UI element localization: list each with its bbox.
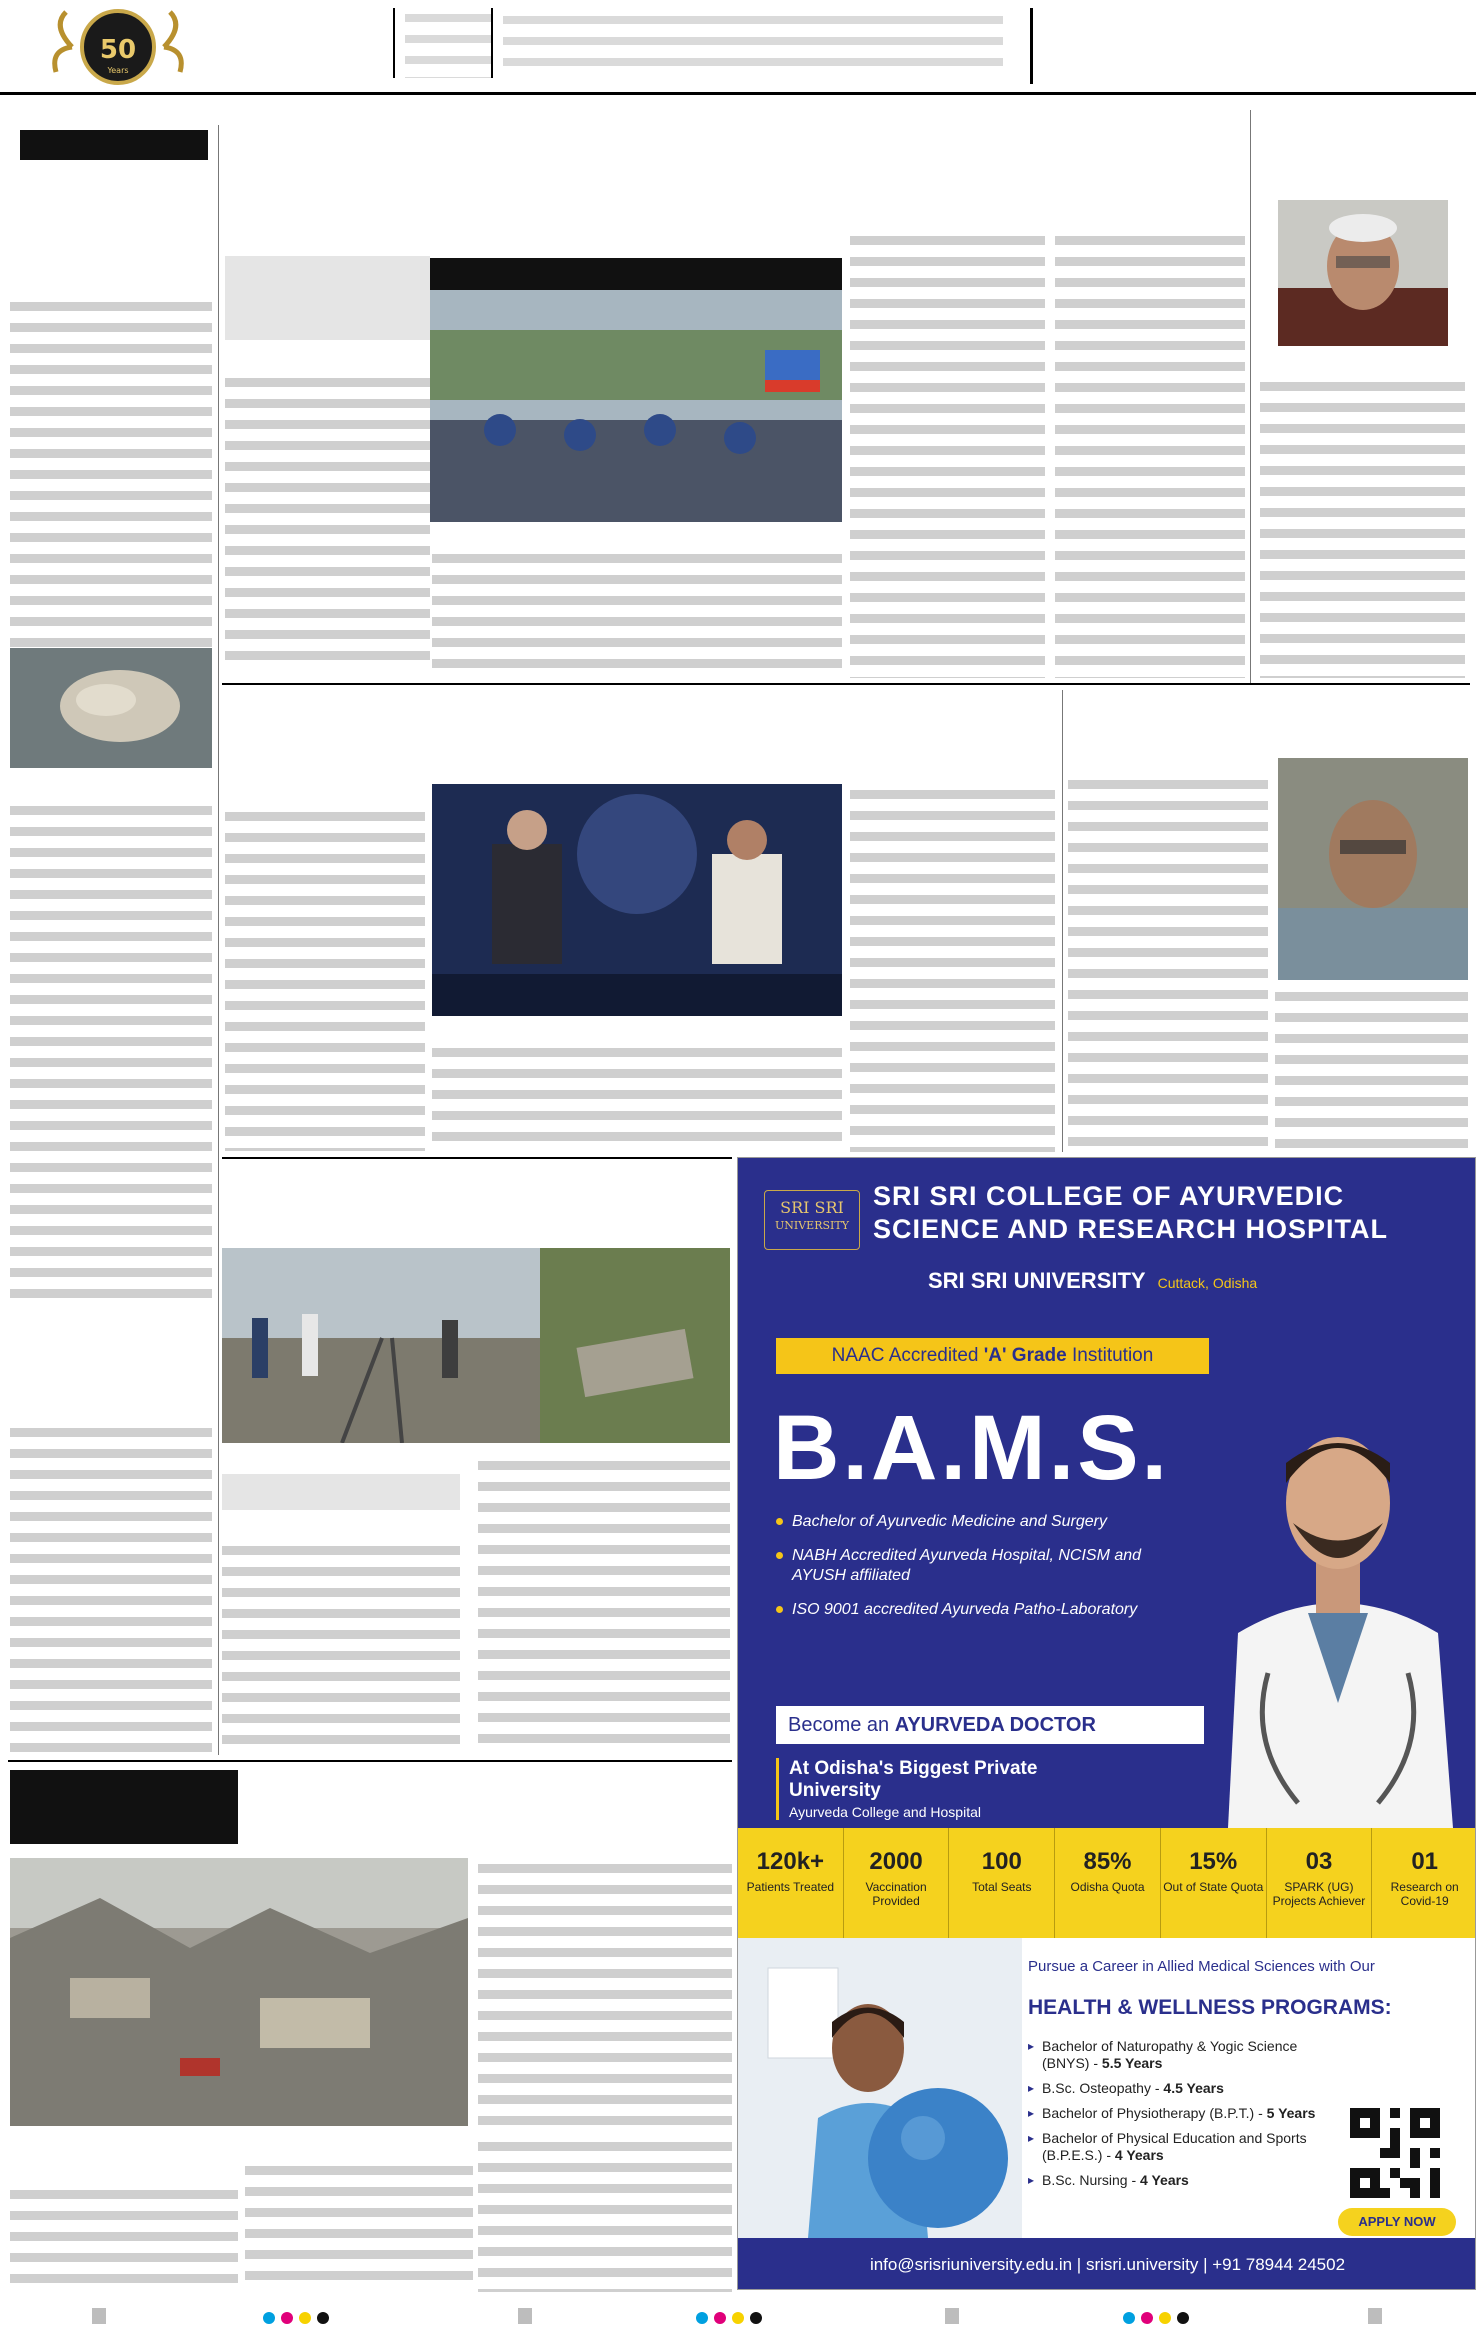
register-block <box>1368 2308 1382 2324</box>
column-divider <box>218 125 219 1755</box>
ad-feature-list <box>776 1512 1186 1634</box>
rahul-caption <box>434 1020 842 1038</box>
rahul-photo <box>432 784 842 1016</box>
svg-text:50: 50 <box>99 35 137 65</box>
column-divider <box>1062 690 1063 1152</box>
ad-feature-item: Bachelor of Ayurvedic Medicine and Surgery <box>776 1512 1186 1532</box>
train-photo-2 <box>540 1248 730 1443</box>
brief-headline <box>12 168 212 260</box>
train-headline <box>222 1164 732 1236</box>
manipur-dateline <box>225 350 430 368</box>
gaza-kicker <box>10 1770 238 1844</box>
register-block <box>92 2308 106 2324</box>
train-dateline <box>222 1518 460 1536</box>
manipur-photo <box>430 290 842 522</box>
physio-model-photo <box>738 1938 1022 2238</box>
register-block <box>945 2308 959 2324</box>
qr-code-icon <box>1350 2108 1440 2198</box>
australia-dateline <box>12 1400 212 1418</box>
ad-programs-panel <box>738 1938 1476 2238</box>
asteroid-dateline <box>12 778 212 796</box>
manipur-body-col3 <box>850 230 1045 678</box>
ad-contact-footer: info@srisriuniversity.edu.in | srisri.university | +91 78944 24502 <box>738 2238 1476 2290</box>
ad-stat: 120k+ Patients Treated <box>738 1828 844 1938</box>
register-block <box>518 2308 532 2324</box>
rahul-body-col2 <box>432 1042 842 1152</box>
section-rule <box>222 683 1470 685</box>
section-rule <box>222 1157 732 1159</box>
ad-stat: 85% Odisha Quota <box>1055 1828 1161 1938</box>
ad-university: SRI SRI UNIVERSITY Cuttack, Odisha <box>928 1268 1258 1293</box>
ad-biggest-university: At Odisha's Biggest Private University Ayurveda College and Hospital <box>776 1758 1076 1820</box>
doctor-photo <box>1208 1383 1468 1828</box>
ghosh-dateline <box>1068 752 1268 770</box>
ad-program-item: ▸ Bachelor of Physical Education and Sports (B.P.E.S.) - 4 Years <box>1028 2130 1328 2164</box>
gaza-photo <box>10 1858 468 2126</box>
color-register-mark <box>262 2310 332 2324</box>
ad-program-item: ▸ Bachelor of Naturopathy & Yogic Science (BNYS) - 5.5 Years <box>1028 2038 1328 2072</box>
rahul-body-col1 <box>225 806 425 1151</box>
rahul-headline <box>222 690 1022 780</box>
section-title <box>1030 8 1440 84</box>
yechury-headline <box>1262 112 1462 192</box>
manipur-body-col2 <box>432 548 842 678</box>
masthead-brief-label <box>405 8 493 78</box>
manipur-caption <box>432 526 842 544</box>
ad-feature-item: ISO 9001 accredited Ayurveda Patho-Laboratory <box>776 1600 1186 1620</box>
train-photo-1 <box>222 1248 540 1443</box>
gaza-body-col1 <box>478 1858 732 2130</box>
asteroid-body <box>10 800 212 1300</box>
manipur-photo-banner <box>430 258 842 290</box>
train-subhead <box>222 1474 460 1510</box>
ad-stat: 100 Total Seats <box>949 1828 1055 1938</box>
manipur-body-col1 <box>225 372 430 672</box>
ghosh-body-col1 <box>1068 774 1268 1152</box>
section-rule <box>8 1760 732 1762</box>
ad-stat: 01 Research on Covid-19 <box>1390 1848 1459 1908</box>
ad-college-name: SRI SRI COLLEGE OF AYURVEDIC SCIENCE AND RESEARCH HOSPITAL <box>873 1181 1389 1244</box>
ad-stat: 15% Out of State Quota <box>1161 1828 1267 1938</box>
train-body-col2 <box>478 1455 730 1750</box>
brief-dateline <box>12 272 212 290</box>
ad-place: Cuttack, Odisha <box>1157 1275 1258 1291</box>
manipur-subhead <box>225 256 430 340</box>
brief-label <box>20 130 208 160</box>
train-body-col1 <box>222 1540 460 1750</box>
ad-naac-badge: NAAC Accredited 'A' Grade Institution <box>776 1338 1209 1374</box>
svg-text:Years: Years <box>107 66 129 75</box>
gaza-caption <box>12 2134 470 2152</box>
ad-program-item: ▸ B.Sc. Osteopathy - 4.5 Years <box>1028 2080 1328 2097</box>
apply-now-button[interactable]: APPLY NOW <box>1338 2208 1456 2236</box>
yechury-body <box>1260 376 1465 678</box>
ad-become-doctor: Become an AYURVEDA DOCTOR <box>776 1706 1204 1744</box>
rahul-dateline <box>225 782 425 800</box>
manipur-headline <box>222 128 1244 234</box>
asteroid-photo <box>10 648 212 768</box>
yechury-photo <box>1278 200 1448 346</box>
gaza-dateline <box>12 2160 212 2178</box>
australia-headline <box>12 1290 212 1378</box>
ad-stats-strip <box>738 1828 1476 1938</box>
ad-course-title: B.A.M.S. <box>773 1397 1171 1499</box>
ad-header-panel <box>738 1158 1476 1828</box>
ad-program-item: ▸ B.Sc. Nursing - 4 Years <box>1028 2172 1328 2189</box>
asteroid-headline <box>12 548 212 640</box>
australia-body <box>10 1422 212 1752</box>
color-register-mark <box>695 2310 765 2324</box>
yechury-dateline <box>1262 354 1462 372</box>
ad-health-title: HEALTH & WELLNESS PROGRAMS: <box>1028 1996 1392 2019</box>
ad-stat: 03 SPARK (UG) Projects Achiever <box>1267 1828 1373 1938</box>
rahul-body-col3 <box>850 784 1055 1152</box>
gaza-body-col2 <box>10 2184 238 2292</box>
masthead-ticker <box>503 10 1003 76</box>
ad-stat: 2000 Vaccination Provided <box>844 1828 950 1938</box>
gaza-body-col3 <box>245 2160 473 2292</box>
color-register-mark <box>1122 2310 1192 2324</box>
gaza-headline <box>245 1768 732 1848</box>
ad-feature-item: NABH Accredited Ayurveda Hospital, NCISM and AYUSH affiliated <box>776 1546 1186 1586</box>
ghosh-photo <box>1278 758 1468 980</box>
manipur-body-col4 <box>1055 230 1245 678</box>
university-advertisement <box>737 1157 1476 2290</box>
gaza-body-col4 <box>478 2136 732 2292</box>
masthead-rule <box>0 92 1476 95</box>
masthead-date <box>215 8 395 78</box>
ghosh-body-col2 <box>1275 986 1468 1152</box>
ad-program-list <box>1028 2038 1328 2197</box>
ad-pursue-text: Pursue a Career in Allied Medical Sciences with Our <box>1028 1958 1375 1975</box>
university-logo: SRI SRI UNIVERSITY <box>764 1190 860 1250</box>
ad-program-item: ▸ Bachelor of Physiotherapy (B.P.T.) - 5 Years <box>1028 2105 1328 2122</box>
column-divider <box>1250 110 1251 685</box>
anniversary-logo <box>42 6 194 88</box>
